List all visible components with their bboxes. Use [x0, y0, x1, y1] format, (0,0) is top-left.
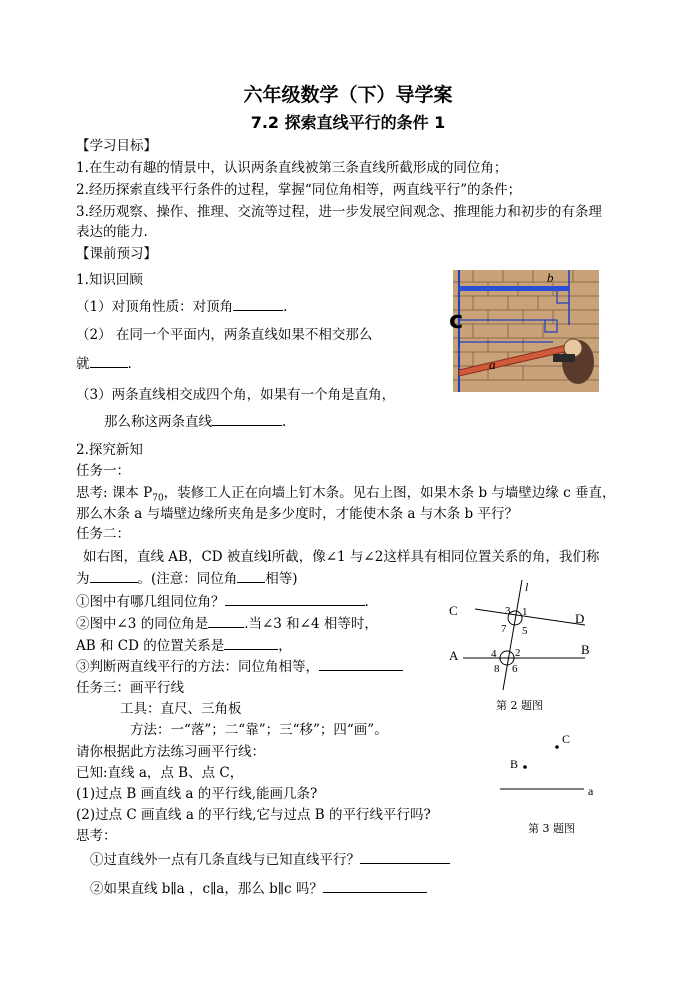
review-q2-text: 就	[76, 356, 90, 372]
think-q1	[90, 848, 450, 868]
question-c-blank[interactable]	[319, 658, 403, 671]
task2-blank-1[interactable]	[90, 570, 138, 583]
angle-2: 2	[515, 647, 521, 659]
think-q2	[90, 877, 427, 897]
page-subtitle: 7.2 探索直线平行的条件 1	[250, 113, 446, 132]
question-b-text-4: ，	[278, 638, 292, 654]
question-b-blank-1[interactable]	[208, 615, 244, 628]
photo-label-b: b	[547, 270, 554, 285]
review-q1	[76, 295, 287, 315]
task1-page-sub: 70	[152, 493, 164, 504]
question-a-text: ①图中有哪几组同位角？	[76, 594, 225, 610]
task1-line1	[76, 481, 616, 504]
objective-3: 3.经历观察、操作、推理、交流等过程，进一步发展空间观念、推理能力和初步的有条理	[76, 204, 602, 220]
question-b-text-2: .当∠3 和∠4 相等时，	[244, 616, 378, 632]
objective-1: 1.在生动有趣的情景中，认识两条直线被第三条直线所截形成的同位角；	[76, 160, 508, 176]
label-l: l	[525, 580, 529, 594]
objective-3-cont: 表达的能力.	[76, 224, 148, 240]
think-q2-blank[interactable]	[323, 880, 427, 893]
figure-2-caption: 第 2 题图	[496, 699, 543, 712]
review-q1-period: .	[283, 299, 288, 315]
objective-2: 2.经历探索直线平行条件的过程，掌握“同位角相等，两直线平行”的条件；	[76, 182, 522, 198]
think-label: 思考：	[76, 828, 117, 844]
point-b	[523, 765, 527, 769]
task3-label: 任务三：画平行线	[76, 680, 184, 696]
question-b-blank-2[interactable]	[224, 637, 278, 650]
figure-3-diagram	[500, 730, 610, 805]
review-q3-line1: （3）两条直线相交成四个角，如果有一个角是直角，	[76, 387, 396, 403]
angle-4: 4	[491, 648, 497, 660]
question-a-blank[interactable]	[225, 593, 365, 606]
review-q3-line2	[104, 410, 286, 430]
think-q2-text: ②如果直线 b∥a ，c∥a，那么 b∥c 吗？	[90, 881, 323, 897]
task2-text-b: 。(注意：同位角	[137, 571, 238, 587]
given-text: 已知:直线 a，点 B、点 C，	[76, 765, 244, 781]
practice-text: 请你根据此方法练习画平行线：	[76, 744, 265, 760]
review-q2-period: .	[127, 356, 132, 372]
photo-label-a: a	[489, 357, 496, 372]
task1-label: 任务一：	[76, 463, 130, 479]
label-point-b: B	[510, 757, 519, 771]
think-q1-blank[interactable]	[360, 851, 450, 864]
stick-b	[459, 286, 569, 291]
task1-line2: 那么木条 a 与墙壁边缘所夹角是多少度时，才能使木条 a 与木条 b 平行？	[76, 506, 518, 522]
worker-arm	[553, 354, 575, 362]
label-a: A	[449, 648, 459, 663]
question-a-period: .	[364, 594, 369, 610]
page-title: 六年级数学（下）导学案	[243, 84, 453, 106]
preview-heading: 【课前预习】	[76, 246, 157, 262]
practice-q2: (2)过点 C 画直线 a 的平行线,它与过点 B 的平行线平行吗?	[76, 807, 431, 823]
think-q1-text: ①过直线外一点有几条直线与已知直线平行？	[90, 852, 360, 868]
question-b-text-1: ②图中∠3 的同位角是	[76, 616, 209, 632]
review-q3-text: 那么称这两条直线	[104, 414, 212, 430]
method-text: 方法：一“落”；二“靠”；三“移”；四“画”。	[130, 722, 388, 738]
angle-7: 7	[501, 623, 507, 635]
label-d: D	[575, 611, 585, 626]
review-q2-line2	[76, 352, 132, 372]
line-cd	[475, 609, 585, 625]
objectives-heading: 【学习目标】	[76, 138, 157, 154]
figure-3-caption: 第 3 题图	[528, 822, 575, 835]
angle-8: 8	[494, 663, 500, 675]
label-b: B	[581, 642, 590, 657]
question-b-line2	[76, 634, 292, 654]
task2-label: 任务二：	[76, 526, 130, 542]
label-line-a: a	[588, 784, 594, 798]
review-q2-line1: （2） 在同一个平面内，两条直线如果不相交那么	[76, 327, 373, 343]
task2-line1: 如右图，直线 AB，CD 被直线l所截，像∠1 与∠2这样具有相同位置关系的角，我们称	[83, 549, 600, 565]
figure-2-diagram	[445, 578, 595, 698]
question-b-text-3: AB 和 CD 的位置关系是	[76, 638, 225, 654]
review-q2-blank[interactable]	[90, 355, 128, 368]
angle-6: 6	[512, 663, 518, 675]
label-point-c: C	[562, 732, 571, 746]
angle-1: 1	[522, 606, 528, 618]
task1-pre: 思考: 课本 P	[76, 485, 153, 501]
tools-text: 工具：直尺、三角板	[120, 701, 242, 717]
carpenter-photo	[453, 270, 599, 392]
review-q1-text: （1）对顶角性质：对顶角	[76, 299, 234, 315]
angle-5: 5	[522, 625, 528, 637]
review-q3-blank[interactable]	[212, 413, 282, 426]
explore-heading: 2.探究新知	[76, 442, 143, 458]
question-c	[76, 655, 403, 675]
task2-line2	[76, 567, 298, 587]
angle-3: 3	[505, 605, 511, 617]
review-q3-period: .	[282, 414, 287, 430]
practice-q1: (1)过点 B 画直线 a 的平行线,能画几条?	[76, 786, 318, 802]
question-b-line1	[76, 612, 378, 632]
task2-text-c: 相等)	[265, 571, 298, 587]
photo-label-c: c	[449, 306, 464, 334]
review-heading: 1.知识回顾	[76, 272, 143, 288]
task2-text-a: 为	[76, 571, 90, 587]
point-c	[555, 745, 559, 749]
review-q1-blank[interactable]	[233, 298, 283, 311]
task1-post: ，装修工人正在向墙上钉木条。见右上图，如果木条 b 与墙壁边缘 c 垂直，	[163, 485, 616, 501]
question-c-text: ③判断两直线平行的方法：同位角相等，	[76, 659, 319, 675]
task2-blank-2[interactable]	[237, 570, 265, 583]
label-c: C	[449, 603, 458, 618]
question-a	[76, 590, 369, 610]
